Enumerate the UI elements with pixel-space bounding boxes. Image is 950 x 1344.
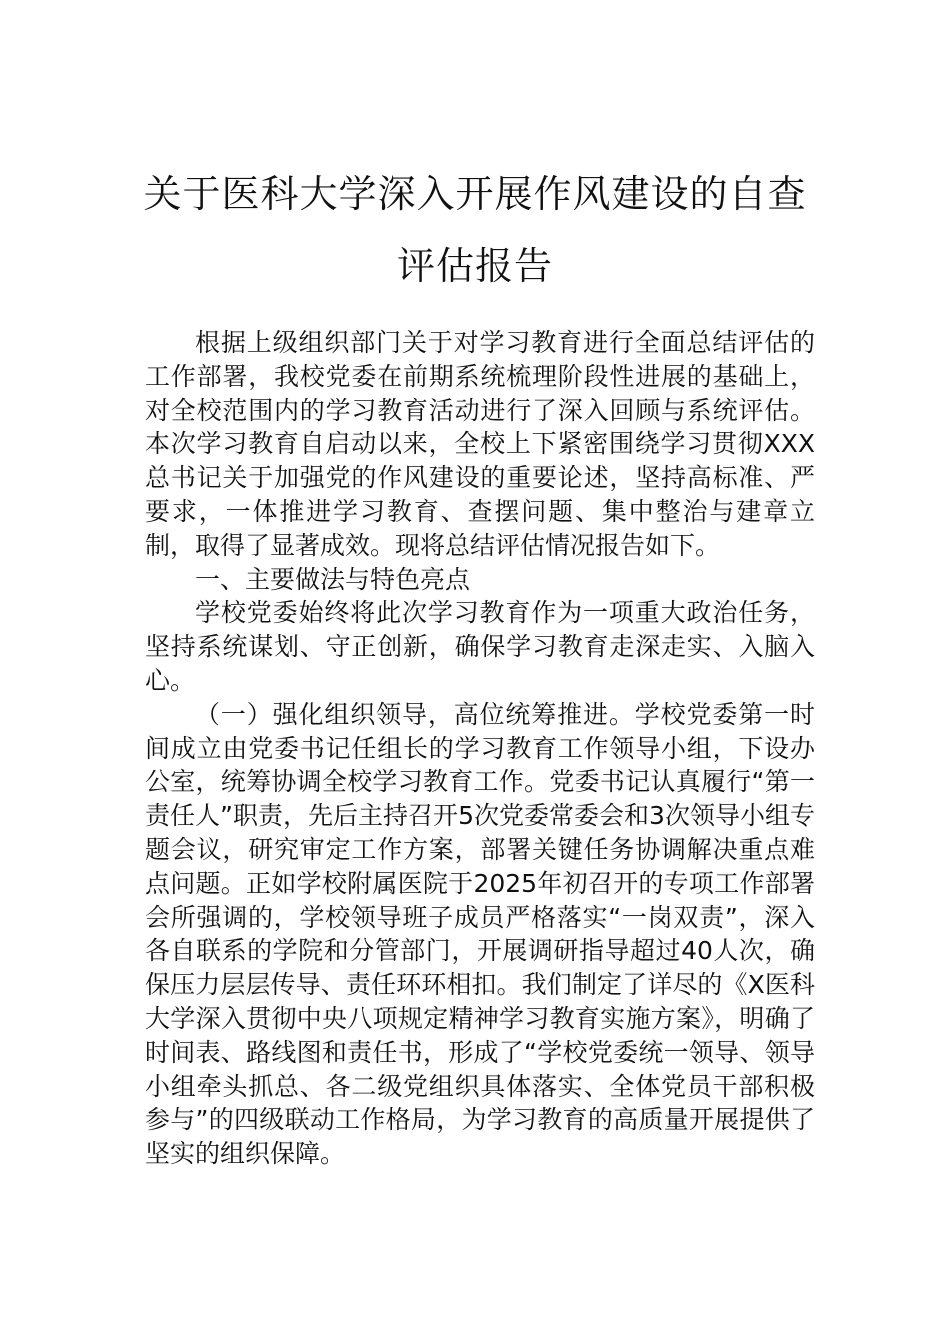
document-title: 关于医科大学深入开展作风建设的自查评估报告	[143, 172, 807, 288]
document-body	[145, 326, 815, 1171]
subsection-paragraph: （一）强化组织领导，高位统筹推进。学校党委第一时间成立由党委书记任组长的学习教育工作领导小组，下设办公室，统筹协调全校学习教育工作。党委书记认真履行“第一责任人”职责，先后主持召开5次党委常委会和3次领导小组专题会议，研究审定工作方案，部署关键任务协调解决重点难点问题。正如学校附属医院于2025年初召开的专项工作部署会所强调的，学校领导班子成员严格落实“一岗双责”，深入各自联系的学院和分管部门，开展调研指导超过40人次，确保压力层层传导、责任环环相扣。我们制定了详尽的《X医科大学深入贯彻中央八项规定精神学习教育实施方案》，明确了时间表、路线图和责任书，形成了“学校党委统一领导、领导小组牵头抓总、各二级党组织具体落实、全体党员干部积极参与”的四级联动工作格局，为学习教育的高质量开展提供了坚实的组织保障。	[145, 699, 815, 1169]
section-intro-paragraph: 学校党委始终将此次学习教育作为一项重大政治任务，坚持系统谋划、守正创新，确保学习教育走深走实、入脑入心。	[145, 598, 815, 695]
intro-paragraph: 根据上级组织部门关于对学习教育进行全面总结评估的工作部署，我校党委在前期系统梳理阶段性进展的基础上，对全校范围内的学习教育活动进行了深入回顾与系统评估。本次学习教育自启动以来，全校上下紧密围绕学习贯彻XXX总书记关于加强党的作风建设的重要论述，坚持高标准、严要求，一体推进学习教育、查摆问题、集中整治与建章立制，取得了显著成效。现将总结评估情况报告如下。	[145, 328, 815, 560]
section-heading: 一、主要做法与特色亮点	[195, 564, 471, 594]
